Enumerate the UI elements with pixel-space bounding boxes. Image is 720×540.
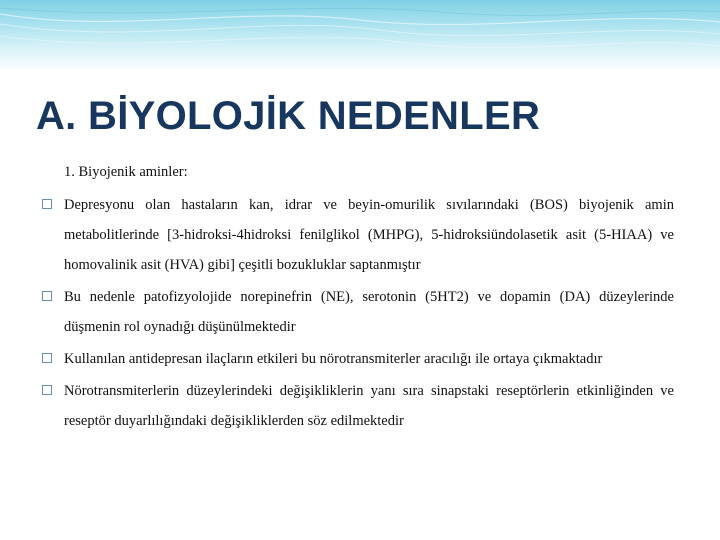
bullet-text: Bu nedenle patofizyolojide norepinefrin (NE), serotonin (5HT2) ve dopamin (DA) düzeylerinde düşmenin rol oynadığı düşünülmektedir bbox=[64, 289, 674, 335]
list-item bbox=[42, 282, 674, 342]
list-item bbox=[42, 376, 674, 436]
wave-decoration bbox=[0, 0, 720, 72]
slide-title: A. BİYOLOJİK NEDENLER bbox=[36, 94, 541, 138]
list-item bbox=[42, 190, 674, 280]
list-item bbox=[42, 344, 674, 374]
bullet-text: Depresyonu olan hastaların kan, idrar ve beyin-omurilik sıvılarındaki (BOS) biyojenik amin metabolitlerinde [3-hidroksi-4hidroksi fenilglikol (MHPG), 5-hidroksiündolasetik asit (5-HIAA) ve homovalinik asit (HVA) gibi] çeşitli bozukluklar saptanmıştır bbox=[64, 197, 674, 273]
bullet-list bbox=[42, 190, 674, 436]
square-bullet-icon bbox=[42, 353, 52, 363]
subheading: 1. Biyojenik aminler: bbox=[64, 164, 188, 180]
square-bullet-icon bbox=[42, 385, 52, 395]
square-bullet-icon bbox=[42, 199, 52, 209]
square-bullet-icon bbox=[42, 291, 52, 301]
bullet-text: Kullanılan antidepresan ilaçların etkileri bu nörotransmiterler aracılığı ile ortaya çıkmaktadır bbox=[64, 351, 603, 367]
bullet-text: Nörotransmiterlerin düzeylerindeki değişikliklerin yanı sıra sinapstaki reseptörlerin etkinliğinden ve reseptör duyarlılığındaki değişikliklerden söz edilmektedir bbox=[64, 383, 674, 429]
header-banner bbox=[0, 0, 720, 72]
